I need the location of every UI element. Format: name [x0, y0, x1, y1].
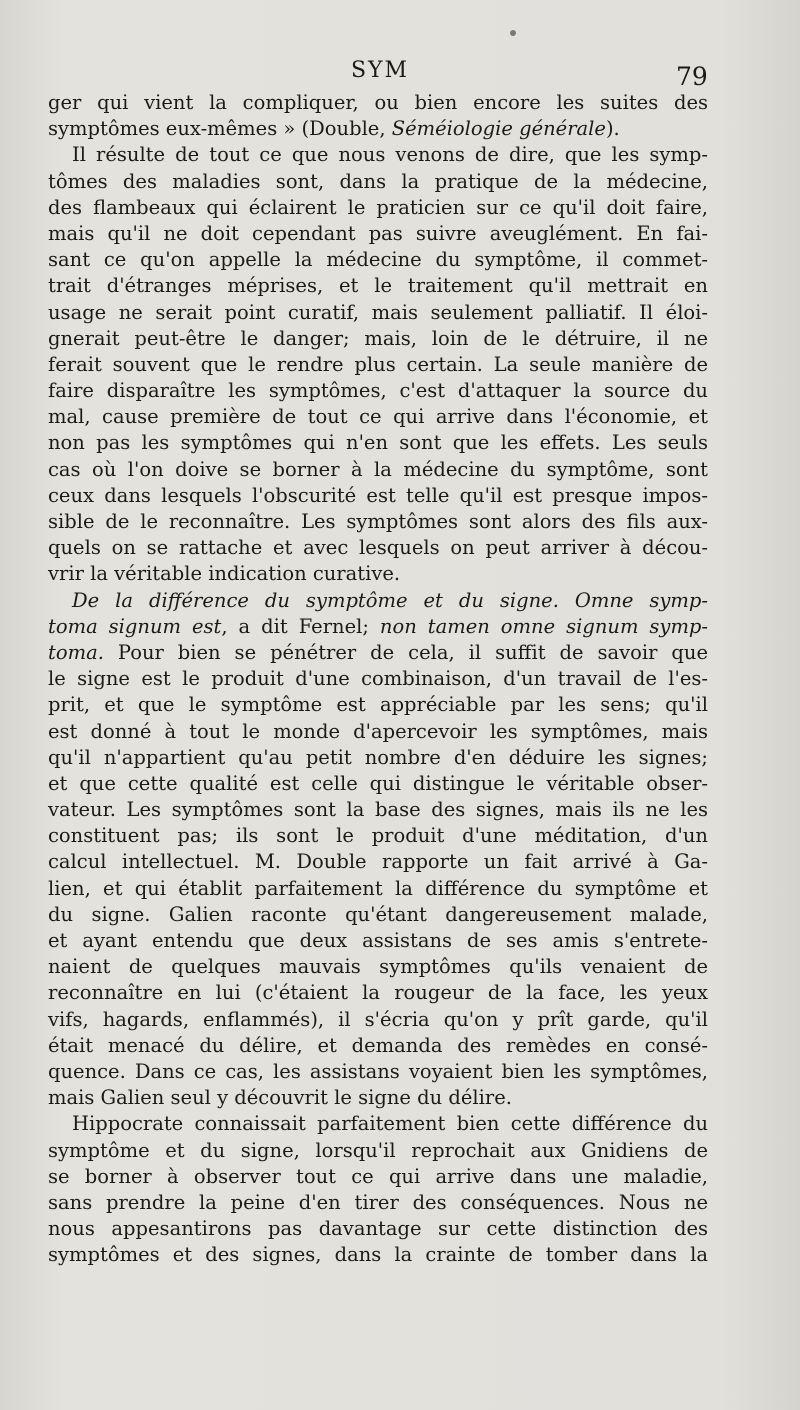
text-run: gnerait peut-être le danger; mais, loin de le détruire, il ne: [48, 326, 708, 350]
text-run: Pour bien se pénétrer de cela, il suffit de savoir que: [103, 640, 708, 664]
italic-text: toma.: [48, 640, 104, 664]
text-run: était menacé du délire, et demanda des remèdes en consé-: [48, 1033, 708, 1057]
text-run: et ayant entendu que deux assistans de ses amis s'entrete-: [48, 929, 708, 952]
text-line: [48, 1033, 708, 1059]
text-line: [48, 876, 708, 902]
text-run: symptôme et du signe, lorsqu'il reprochait aux Gnidiens de: [48, 1138, 708, 1162]
text-line: [48, 509, 708, 535]
text-line: [48, 666, 708, 692]
text-line: [48, 640, 708, 666]
text-line: [48, 1190, 708, 1216]
text-run: prit, et que le symptôme est appréciable par les sens; qu'il: [48, 693, 708, 717]
body-text: [48, 90, 708, 1268]
text-run: vifs, hagards, enflammés), il s'écria qu'on y prît garde, qu'il: [48, 1007, 708, 1031]
text-run: non pas les symptômes qui n'en sont que les effets. Les seuls: [48, 431, 708, 455]
text-run: mais qu'il ne doit cependant pas suivre aveuglément. En fai-: [48, 221, 708, 245]
italic-text: toma signum est: [48, 614, 222, 638]
text-line: [48, 954, 708, 980]
text-line: [48, 1164, 708, 1190]
italic-text: De la différence du symptôme et du signe. Omne symp-: [72, 588, 708, 612]
text-run: qu'il n'appartient qu'au petit nombre d'en déduire les signes;: [48, 745, 708, 769]
text-line: [48, 823, 708, 849]
text-run: sible de le reconnaître. Les symptômes sont alors des fils aux-: [48, 510, 708, 533]
text-line: [48, 1111, 708, 1137]
text-run: sans prendre la peine d'en tirer des conséquences. Nous ne: [48, 1190, 708, 1214]
text-line: [48, 902, 708, 928]
text-line: [48, 352, 708, 378]
ink-speck: [510, 30, 516, 36]
text-run: symptômes et des signes, dans la crainte de tomber dans la: [48, 1243, 708, 1267]
text-run: se borner à observer tout ce qui arrive dans une maladie,: [48, 1164, 708, 1188]
running-header: [0, 58, 800, 92]
text-run: constituent pas; ils sont le produit d'une méditation, d'un: [48, 824, 708, 848]
text-run: Il résulte de tout ce que nous venons de dire, que les symp-: [72, 143, 708, 167]
text-run: cas où l'on doive se borner à la médecine du symptôme, sont: [48, 457, 708, 481]
text-run: est donné à tout le monde d'apercevoir les symptômes, mais: [48, 719, 708, 743]
text-line: [48, 1059, 708, 1085]
text-line: [48, 457, 708, 483]
text-line: [48, 771, 708, 797]
text-run: sant ce qu'on appelle la médecine du symptôme, il commet-: [48, 248, 708, 272]
text-run: calcul intellectuel. M. Double rapporte un fait arrivé à Ga-: [48, 850, 708, 874]
text-run: ferait souvent que le rendre plus certain. La seule manière de: [48, 352, 708, 376]
text-line: [48, 1242, 708, 1268]
text-run: quence. Dans ce cas, les assistans voyaient bien les symptômes,: [48, 1059, 708, 1083]
text-run: symptômes eux-mêmes » (Double,: [48, 117, 392, 141]
text-line: [48, 588, 708, 614]
text-line: [48, 430, 708, 456]
text-line: [48, 928, 708, 954]
text-line: [48, 980, 708, 1006]
text-run: ).: [605, 117, 620, 141]
text-run: , a dit Fernel;: [221, 614, 380, 638]
text-run: quels on se rattache et avec lesquels on peut arriver à décou-: [48, 536, 708, 560]
text-line: [48, 273, 708, 299]
text-line: [48, 1138, 708, 1164]
text-line: [48, 326, 708, 352]
text-run: lien, et qui établit parfaitement la différence du symptôme et: [48, 876, 708, 900]
text-line: [48, 195, 708, 221]
text-run: trait d'étranges méprises, et le traitement qu'il mettrait en: [48, 274, 708, 298]
text-line: [48, 1216, 708, 1242]
text-line: [48, 247, 708, 273]
text-line: [48, 797, 708, 823]
text-line: [48, 169, 708, 195]
text-run: tômes des maladies sont, dans la pratique de la médecine,: [48, 169, 708, 193]
text-run: ceux dans lesquels l'obscurité est telle qu'il est presque impos-: [48, 483, 708, 507]
text-line: [48, 221, 708, 247]
text-line: [48, 614, 708, 640]
text-run: Hippocrate connaissait parfaitement bien cette différence du: [72, 1112, 708, 1136]
italic-text: Séméiologie générale: [391, 117, 606, 141]
text-line: [48, 692, 708, 718]
text-run: ger qui vient la compliquer, ou bien encore les suites des: [48, 91, 708, 114]
text-run: vrir la véritable indication curative.: [48, 562, 401, 586]
text-line: [48, 849, 708, 875]
text-run: naient de quelques mauvais symptômes qu'ils venaient de: [48, 955, 708, 979]
text-line: [48, 90, 708, 116]
text-run: mais Galien seul y découvrit le signe du délire.: [48, 1086, 512, 1110]
text-line: [48, 300, 708, 326]
text-run: reconnaître en lui (c'étaient la rougeur de la face, les yeux: [48, 981, 708, 1005]
text-line: [48, 483, 708, 509]
text-run: vateur. Les symptômes sont la base des signes, mais ils ne les: [48, 798, 708, 822]
text-run: faire disparaître les symptômes, c'est d'attaquer la source du: [48, 379, 708, 403]
page-number: 79: [676, 62, 708, 91]
text-line: [48, 116, 708, 142]
text-run: mal, cause première de tout ce qui arrive dans l'économie, et: [48, 405, 708, 429]
text-line: [48, 404, 708, 430]
text-line: [48, 142, 708, 168]
text-run: le signe est le produit d'une combinaison, d'un travail de l'es-: [48, 667, 708, 691]
text-line: [48, 1007, 708, 1033]
text-run: usage ne serait point curatif, mais seulement palliatif. Il éloi-: [48, 300, 708, 324]
text-run: nous appesantirons pas davantage sur cette distinction des: [48, 1217, 708, 1241]
text-line: [48, 719, 708, 745]
italic-text: non tamen omne signum symp-: [379, 614, 709, 638]
text-line: [48, 561, 708, 587]
text-run: des flambeaux qui éclairent le praticien sur ce qu'il doit faire,: [48, 195, 708, 219]
text-run: du signe. Galien raconte qu'étant dangereusement malade,: [48, 902, 708, 926]
text-run: et que cette qualité est celle qui distingue le véritable obser-: [48, 771, 708, 795]
running-head-title: SYM: [350, 58, 410, 83]
text-line: [48, 1085, 708, 1111]
text-line: [48, 535, 708, 561]
text-line: [48, 378, 708, 404]
text-line: [48, 745, 708, 771]
